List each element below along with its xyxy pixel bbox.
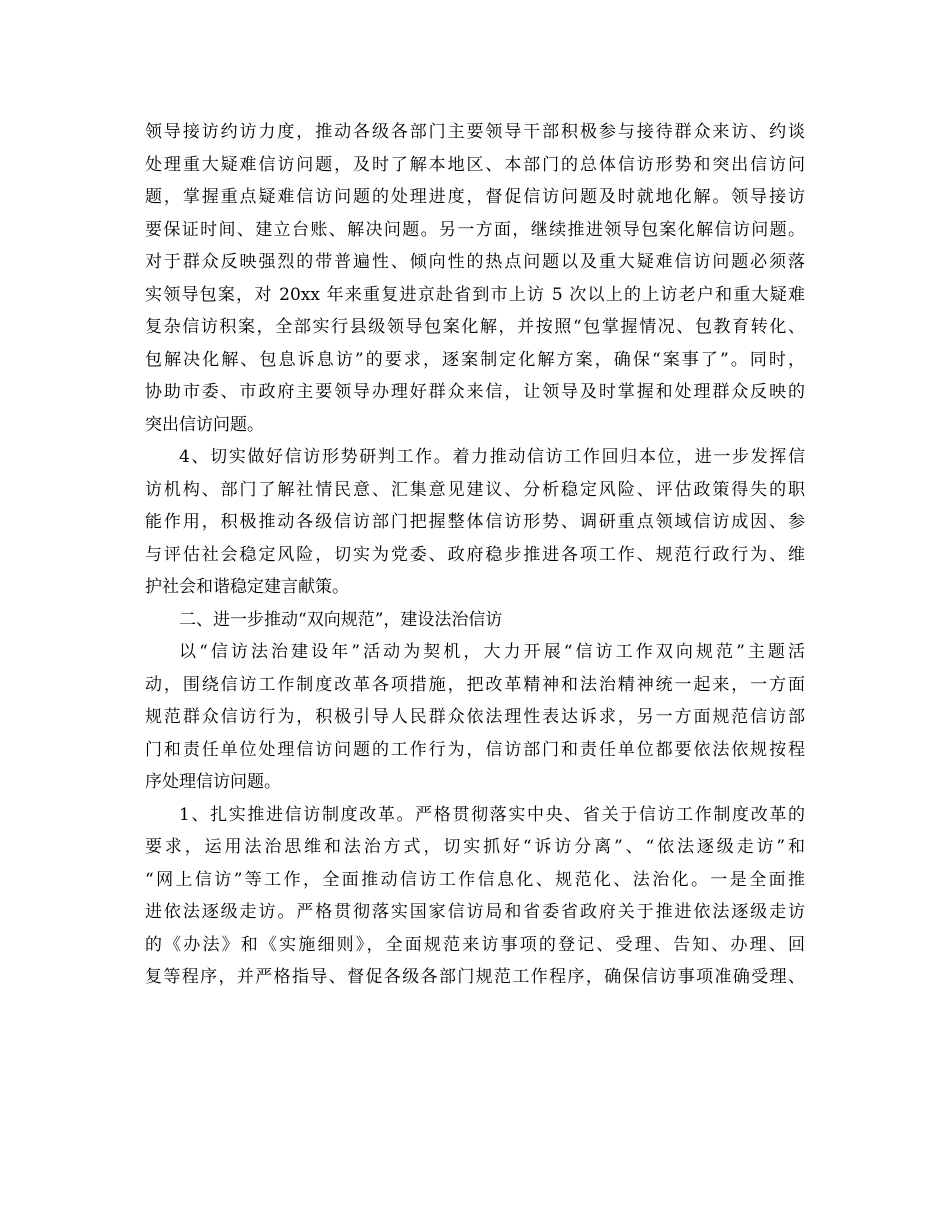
text-line: 以“信访法治建设年”活动为契机，大力开展“信访工作双向规范”主题活 <box>179 642 805 662</box>
text-line: 领导接访约访力度，推动各级各部门主要领导干部积极参与接待群众来访、约谈 <box>145 122 805 142</box>
paragraph-4 <box>145 799 805 994</box>
text-line: 处理重大疑难信访问题，及时了解本地区、本部门的总体信访形势和突出信访问 <box>145 154 805 175</box>
text-line: 协助市委、市政府主要领导办理好群众来信，让领导及时掌握和处理群众反映的 <box>145 382 805 402</box>
text-line: 对于群众反映强烈的带普遍性、倾向性的热点问题以及重大疑难信访问题必须落 <box>145 252 805 272</box>
text-line: 门和责任单位处理信访问题的工作行为，信访部门和责任单位都要依法依规按程 <box>145 739 805 760</box>
paragraph-3 <box>145 636 805 799</box>
text-line: 进依法逐级走访。严格贯彻落实国家信访局和省委省政府关于推进依法逐级走访 <box>145 902 805 922</box>
text-line: 序处理信访问题。 <box>145 772 281 792</box>
text-line: 与评估社会稳定风险，切实为党委、政府稳步推进各项工作、规范行政行为、维 <box>145 544 805 565</box>
text-line: 要求，运用法治思维和法治方式，切实抓好“诉访分离”、“依法逐级走访”和 <box>145 837 805 857</box>
text-line: 要保证时间、建立台账、解决问题。另一方面，继续推进领导包案化解信访问题。 <box>145 219 805 240</box>
text-line: 能作用，积极推动各级信访部门把握整体信访形势、调研重点领域信访成因、参 <box>145 512 805 532</box>
text-line: 包解决化解、包息诉息访”的要求，逐案制定化解方案，确保“案事了”。同时， <box>145 349 805 370</box>
paragraph-2 <box>145 441 805 604</box>
heading-text: 二、进一步推动“双向规范”，建设法治信访 <box>179 609 503 630</box>
text-line: 复等程序，并严格指导、督促各级各部门规范工作程序，确保信访事项准确受理、 <box>145 967 805 987</box>
text-line: 1、扎实推进信访制度改革。严格贯彻落实中央、省关于信访工作制度改革的 <box>179 804 805 825</box>
paragraph-1 <box>145 116 805 441</box>
text-line: 规范群众信访行为，积极引导人民群众依法理性表达诉求，另一方面规范信访部 <box>145 707 805 727</box>
section-heading <box>145 604 805 637</box>
text-line: 动，围绕信访工作制度改革各项措施，把改革精神和法治精神统一起来，一方面 <box>145 674 805 695</box>
text-line: 题，掌握重点疑难信访问题的处理进度，督促信访问题及时就地化解。领导接访 <box>145 187 805 207</box>
text-line: 实领导包案，对 20xx 年来重复进京赴省到市上访 5 次以上的上访老户和重大疑难 <box>145 284 805 305</box>
document-page <box>145 116 805 994</box>
text-line: 复杂信访积案，全部实行县级领导包案化解，并按照“包掌握情况、包教育转化、 <box>145 317 805 337</box>
text-line: 的《办法》和《实施细则》，全面规范来访事项的登记、受理、告知、办理、回 <box>145 934 805 955</box>
text-line: 突出信访问题。 <box>145 414 264 435</box>
text-line: 4、切实做好信访形势研判工作。着力推动信访工作回归本位，进一步发挥信 <box>179 447 805 467</box>
text-line: 护社会和谐稳定建言献策。 <box>145 577 349 597</box>
text-line: 访机构、部门了解社情民意、汇集意见建议、分析稳定风险、评估政策得失的职 <box>145 479 805 500</box>
text-line: “网上信访”等工作，全面推动信访工作信息化、规范化、法治化。一是全面推 <box>145 869 805 890</box>
